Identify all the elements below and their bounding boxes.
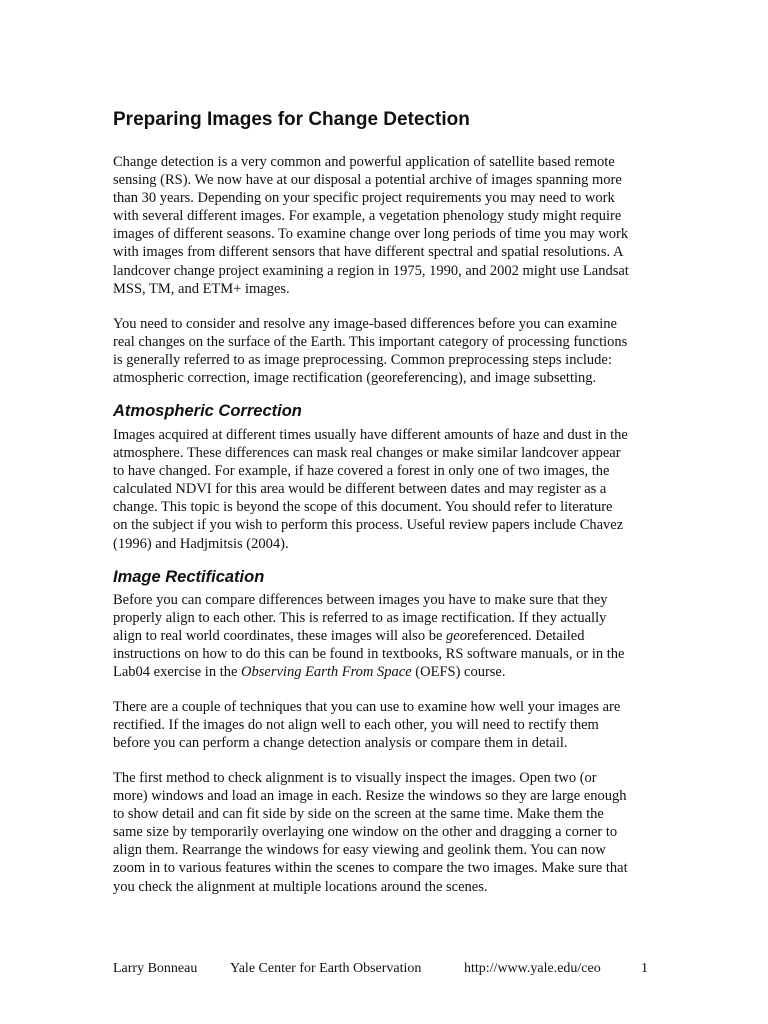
paragraph-line: zoom in to various features within the scenes to compare the two images. Make sure that [113,860,628,877]
paragraph-line: You need to consider and resolve any image-based differences before you can examine [113,316,617,332]
paragraph-line: There are a couple of techniques that you can use to examine how well your images are [113,699,621,715]
paragraph-line: Change detection is a very common and powerful application of satellite based remote [113,154,615,170]
line-text: Lab04 exercise in the [113,664,242,681]
paragraph-line: calculated NDVI for this area would be different between dates and may register as a [113,481,607,498]
paragraph-line: atmosphere. These differences can mask real changes or make similar landcover appear [113,445,621,462]
intro-paragraph [113,153,629,298]
visual-inspection-paragraph [113,769,628,896]
rectification-techniques-paragraph [113,698,620,752]
paragraph-line: atmospheric correction, image rectification (georeferencing), and image subsetting. [113,370,597,387]
paragraph-line: you check the alignment at multiple locations around the scenes. [113,878,488,895]
paragraph-line: MSS, TM, and ETM+ images. [113,280,290,297]
paragraph-line: is generally referred to as image preprocessing. Common preprocessing steps include: [113,352,612,369]
rectification-paragraph [113,591,624,681]
paragraph-line: to have changed. For example, if haze covered a forest in only one of two images, the [113,463,610,480]
paragraph-line: to show detail and can fit side by side on the screen at the same time. Make them the [113,806,604,823]
paragraph-line: than 30 years. Depending on your specific project requirements you may need to work [113,190,615,207]
section-heading-image-rectification: Image Rectification [113,568,265,586]
paragraph-line: Before you can compare differences between images you have to make sure that they [113,592,608,608]
paragraph-line: same size by temporarily overlaying one window on the other and dragging a corner to [113,824,618,841]
paragraph-line: (1996) and Hadjmitsis (2004). [113,535,289,552]
document-title: Preparing Images for Change Detection [113,109,470,130]
paragraph-line: landcover change project examining a region in 1975, 1990, and 2002 might use Landsat [113,262,629,279]
paragraph-line: with several different images. For example, a vegetation phenology study might require [113,208,622,225]
paragraph-line: change. This topic is beyond the scope of this document. You should refer to literature [113,499,613,516]
line-text: referenced. Detailed [466,628,585,645]
line-text: align to real world coordinates, these images will also be [113,628,447,645]
paragraph-line: real changes on the surface of the Earth. This important category of processing functions [113,334,628,351]
footer-organization: Yale Center for Earth Observation [230,961,422,976]
paragraph-line [113,627,624,645]
paragraph-line: on the subject if you wish to perform this process. Useful review papers include Chavez [113,517,624,534]
emphasis-text: geo [446,628,467,645]
footer-author: Larry Bonneau [113,961,198,976]
section-heading-atmospheric-correction: Atmospheric Correction [113,402,302,420]
paragraph-line [113,663,624,681]
paragraph-line: sensing (RS). We now have at our disposal a potential archive of images spanning more [113,172,622,189]
footer-url: http://www.yale.edu/ceo [464,961,601,976]
line-text: (OEFS) course. [411,664,506,681]
preprocessing-paragraph [113,315,627,387]
paragraph-line: more) windows and load an image in each. Resize the windows so they are large enough [113,788,627,805]
paragraph-line: The first method to check alignment is to visually inspect the images. Open two (or [113,770,597,786]
paragraph-line: before you can perform a change detection analysis or compare them in detail. [113,735,568,752]
paragraph-line: rectified. If the images do not align well to each other, you will need to rectify them [113,717,599,734]
paragraph-line: align them. Rearrange the windows for easy viewing and geolink them. You can now [113,842,606,859]
paragraph-line: images of different seasons. To examine change over long periods of time you may work [113,226,629,243]
paragraph-line: with images from different sensors that have different spectral and spatial resolutions. A [113,244,624,261]
paragraph-line: properly align to each other. This is referred to as image rectification. If they actually [113,610,607,627]
paragraph-line: instructions on how to do this can be found in textbooks, RS software manuals, or in the [113,646,625,663]
course-title: Observing Earth From Space [241,664,412,681]
paragraph-line: Images acquired at different times usually have different amounts of haze and dust in the [113,427,628,443]
page-number: 1 [641,961,648,976]
atmospheric-paragraph [113,426,628,553]
